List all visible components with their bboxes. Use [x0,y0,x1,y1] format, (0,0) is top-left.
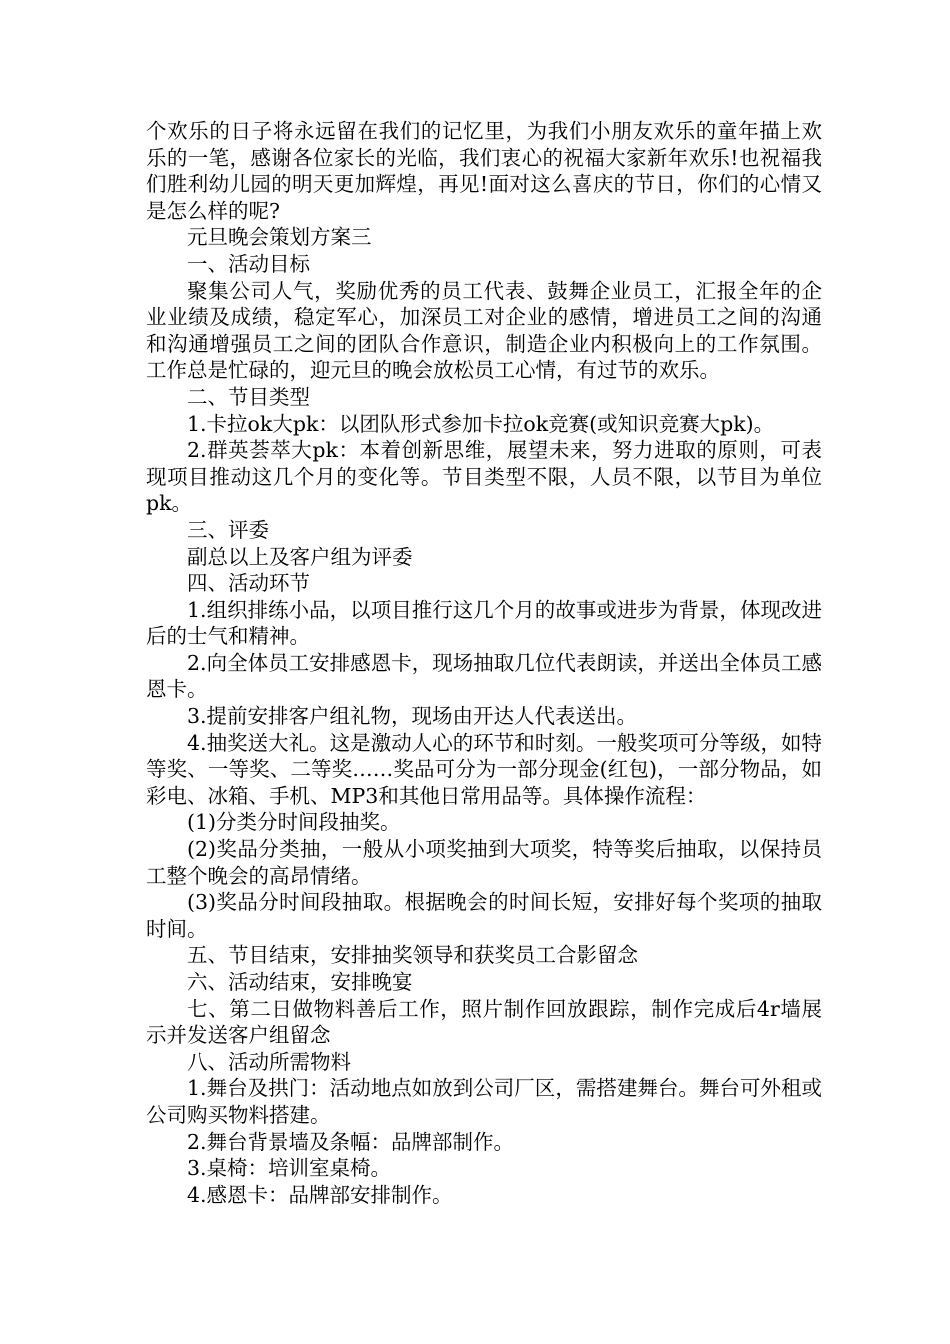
paragraph-judges: 副总以上及客户组为评委 [187,544,413,569]
step-item-skit: 1.组织排练小品，以项目推行这几个月的故事或进步为背景，体现改进后的士气和精神。 [146,597,822,649]
section-title: 元旦晚会策划方案三 [187,225,372,250]
heading-program-type: 二、节目类型 [187,384,310,409]
material-item-stage: 1.舞台及拱门：活动地点如放到公司厂区，需搭建舞台。舞台可外租或公司购买物料搭建。 [146,1076,822,1127]
paragraph-closing-remarks: 个欢乐的日子将永远留在我们的记忆里，为我们小朋友欢乐的童年描上欢乐的一笔，感谢各位家长的光临，我们衷心的祝福大家新年欢乐!也祝福我们胜利幼儿园的明天更加辉煌，再见!面对这么喜庆的节日，你们的心情又是怎么样的呢? [146,119,822,223]
heading-activity-end: 六、活动结束，安排晚宴 [187,970,413,994]
heading-next-day-work: 七、第二日做物料善后工作，照片制作回放跟踪，制作完成后4r墙展示并发送客户组留念 [146,996,822,1048]
program-item-karaoke: 1.卡拉ok大pk：以团队形式参加卡拉ok竞赛(或知识竞赛大pk)。 [187,411,775,436]
heading-program-end: 五、节目结束，安排抽奖领导和获奖员工合影留念 [187,943,638,968]
material-item-tables: 3.桌椅：培训室桌椅。 [187,1156,392,1181]
heading-activity-goal: 一、活动目标 [187,251,310,276]
program-item-talent: 2.群英荟萃大pk：本着创新思维，展望未来，努力进取的原则，可表现项目推动这几个月的变化等。节目类型不限，人员不限，以节目为单位pk。 [146,438,822,516]
heading-activity-steps: 四、活动环节 [187,571,310,596]
material-item-cards: 4.感恩卡：品牌部安排制作。 [187,1182,453,1207]
lottery-substep-3: (3)奖品分时间段抽取。根据晚会的时间长短，安排好每个奖项的抽取时间。 [146,890,822,941]
lottery-substep-2: (2)奖品分类抽，一般从小项奖抽到大项奖，特等奖后抽取，以保持员工整个晚会的高昂情绪。 [146,837,822,888]
paragraph-activity-goal: 聚集公司人气，奖励优秀的员工代表、鼓舞企业员工，汇报全年的企业业绩及成绩，稳定军心，加深员工对企业的感情，增进员工之间的沟通和沟通增强员工之间的团队合作意识，制造企业内积极向上的工作氛围。工作总是忙碌的，迎元旦的晚会放松员工心情，有过节的欢乐。 [146,278,822,383]
step-item-client-gift: 3.提前安排客户组礼物，现场由开达人代表送出。 [187,704,638,729]
material-item-backdrop: 2.舞台背景墙及条幅：品牌部制作。 [187,1129,515,1154]
step-item-thanks-card: 2.向全体员工安排感恩卡，现场抽取几位代表朗读，并送出全体员工感恩卡。 [146,650,822,702]
lottery-substep-1: (1)分类分时间段抽奖。 [187,810,401,835]
step-item-lottery: 4.抽奖送大礼。这是激动人心的环节和时刻。一般奖项可分等级，如特等奖、一等奖、二等奖……奖品可分为一部分现金(红包)，一部分物品，如彩电、冰箱、手机、MP3和其他日常用品等。具体操作流程： [146,730,822,808]
document-body [146,118,822,1208]
heading-materials: 八、活动所需物料 [187,1049,351,1074]
heading-judges: 三、评委 [187,517,269,542]
